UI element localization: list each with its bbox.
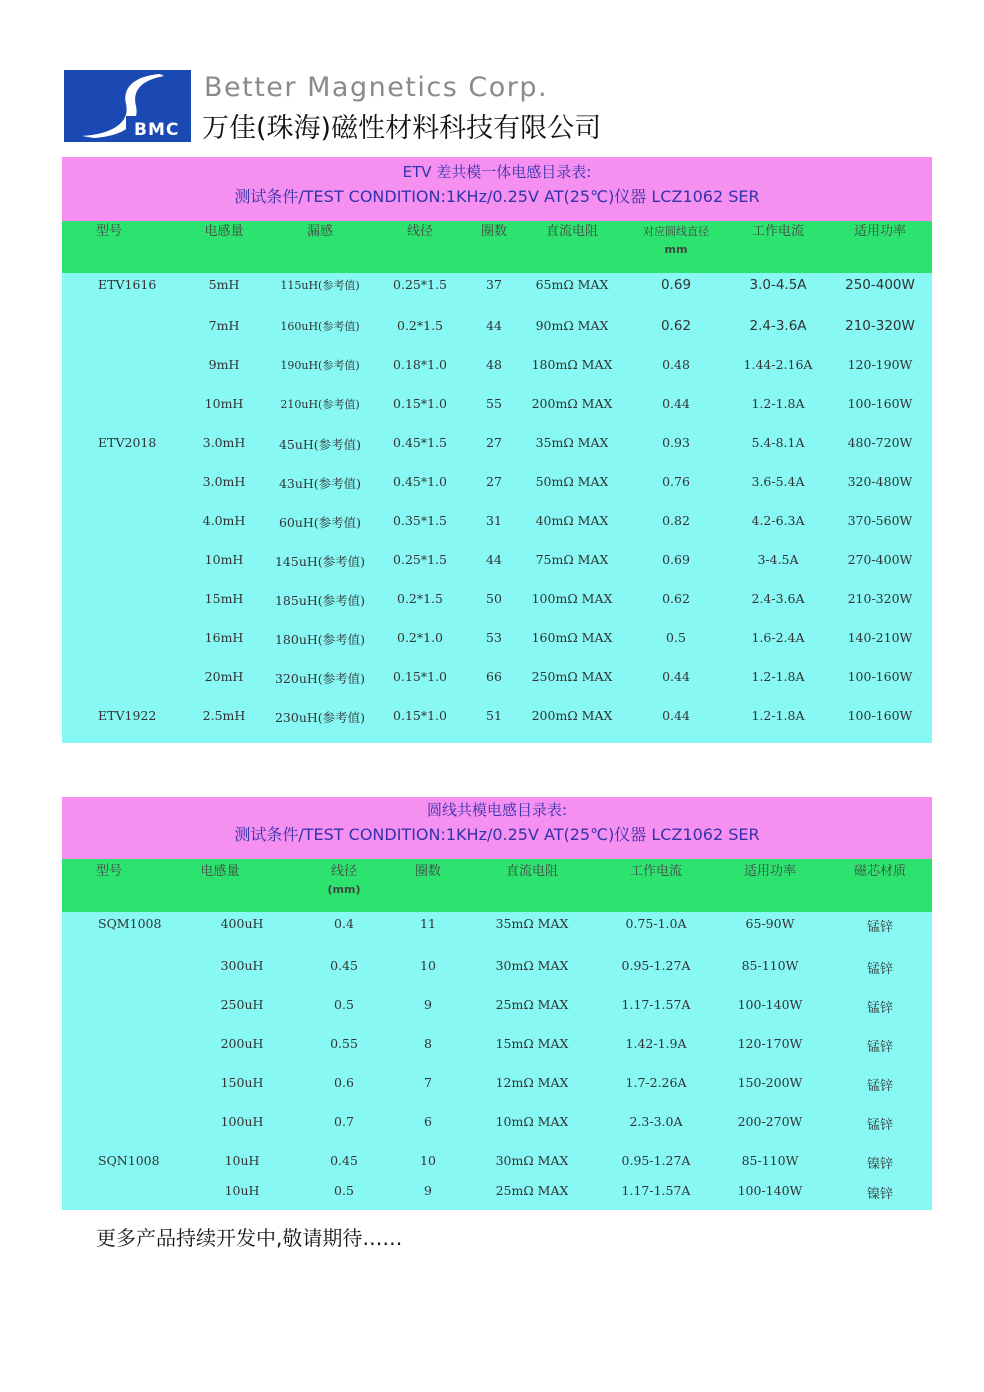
bmc-logo [64, 70, 191, 142]
table-title: 圆线共模电感目录表: [426, 801, 568, 819]
table-cell-mat: 镍锌 [866, 1187, 894, 1202]
table-cell-pow: 100-160W [847, 396, 913, 411]
table-cell-ind: 15mH [204, 591, 244, 606]
table-cell-mat: 锰锌 [866, 1079, 894, 1094]
table-cell-leak: 320uH(参考值) [274, 671, 366, 686]
table-cell-wire: 0.2*1.0 [396, 630, 444, 645]
table-cell-leak: 180uH(参考值) [274, 632, 366, 647]
table-cell-dcr: 30mΩ MAX [495, 1153, 569, 1168]
table-cell-pow: 65-90W [745, 916, 795, 931]
table-cell-mat: 锰锌 [866, 920, 894, 935]
table-cell-turns: 53 [486, 630, 502, 645]
table-cell-ind: 10uH [224, 1183, 260, 1198]
table-cell-turns: 10 [420, 958, 436, 973]
table-body [62, 273, 932, 743]
table-cell-cur: 1.17-1.57A [621, 997, 691, 1012]
table-cell-dia: 0.48 [662, 357, 690, 372]
company-name-cn: 万佳(珠海)磁性材料科技有限公司 [202, 113, 602, 144]
table-cell-cur: 3.6-5.4A [751, 474, 805, 489]
table-cell-pow: 100-140W [737, 997, 803, 1012]
table-cell-wire: 0.15*1.0 [393, 669, 447, 684]
table-cell-dcr: 15mΩ MAX [495, 1036, 569, 1051]
table-cell-ind: 7mH [208, 318, 240, 333]
table-cell-dcr: 50mΩ MAX [535, 474, 609, 489]
table-cell-wire: 0.25*1.5 [393, 277, 447, 292]
table-cell-ind: 200uH [220, 1036, 264, 1051]
column-header: 工作电流 [629, 864, 683, 879]
table-cell-ind: 400uH [220, 916, 264, 931]
table-cell-model: SQN1008 [98, 1153, 160, 1168]
table-cell-turns: 27 [486, 474, 502, 489]
table-cell-pow: 270-400W [847, 552, 913, 567]
table-cell-turns: 9 [424, 1183, 432, 1198]
table-cell-wire: 0.15*1.0 [393, 708, 447, 723]
column-header: 对应圆线直径 mm [643, 221, 709, 259]
table-cell-turns: 51 [486, 708, 502, 723]
table-cell-wire: 0.4 [334, 916, 354, 931]
table-cell-pow: 100-160W [847, 669, 913, 684]
table-cell-dia: 0.5 [666, 630, 686, 645]
table-cell-cur: 1.2-1.8A [751, 669, 805, 684]
table-cell-turns: 7 [424, 1075, 432, 1090]
table-header-row [62, 221, 932, 273]
column-header: 线径 [406, 224, 434, 239]
company-name-en: Better Magnetics Corp. [204, 72, 549, 103]
table-cell-wire: 0.25*1.5 [393, 552, 447, 567]
table-condition: 测试条件/TEST CONDITION:1KHz/0.25V AT(25℃)仪器 LCZ1062 SER [234, 187, 760, 206]
column-header: 圈数 [480, 224, 508, 239]
table-cell-ind: 3.0mH [202, 474, 246, 489]
table-cell-mat: 锰锌 [866, 1001, 894, 1016]
table-cell-dcr: 40mΩ MAX [535, 513, 609, 528]
table-cell-turns: 55 [486, 396, 502, 411]
table-cell-turns: 44 [486, 552, 502, 567]
table-cell-cur: 1.42-1.9A [625, 1036, 687, 1051]
table-cell-dcr: 35mΩ MAX [495, 916, 569, 931]
table-cell-ind: 3.0mH [202, 435, 246, 450]
table-cell-dcr: 200mΩ MAX [531, 708, 613, 723]
table-cell-pow: 320-480W [847, 474, 913, 489]
table-cell-turns: 11 [420, 916, 436, 931]
table-cell-pow: 120-170W [737, 1036, 803, 1051]
table-condition: 测试条件/TEST CONDITION:1KHz/0.25V AT(25℃)仪器 LCZ1062 SER [234, 825, 760, 844]
table-cell-dia: 0.69 [662, 552, 690, 567]
table-cell-leak: 145uH(参考值) [274, 554, 366, 569]
table-cell-cur: 4.2-6.3A [751, 513, 805, 528]
logo-text: BMC [134, 120, 180, 140]
table-cell-wire: 0.45*1.0 [393, 474, 447, 489]
table-cell-leak: 230uH(参考值) [274, 710, 366, 725]
table-cell-cur: 2.4-3.6A [751, 591, 805, 606]
table-cell-pow: 200-270W [737, 1114, 803, 1129]
table-cell-cur: 0.75-1.0A [625, 916, 687, 931]
table-cell-leak: 60uH(参考值) [278, 515, 362, 530]
table-cell-dia: 0.93 [662, 435, 690, 450]
table-cell-cur: 1.2-1.8A [751, 396, 805, 411]
table-cell-ind: 10mH [204, 552, 244, 567]
table-cell-dcr: 35mΩ MAX [535, 435, 609, 450]
table-cell-turns: 6 [424, 1114, 432, 1129]
table-cell-mat: 锰锌 [866, 962, 894, 977]
column-header: 电感量 [204, 224, 244, 239]
table-cell-mat: 锰锌 [866, 1040, 894, 1055]
table-cell-cur: 3.0-4.5A [749, 277, 807, 293]
table-cell-dcr: 90mΩ MAX [535, 318, 609, 333]
table-cell-cur: 1.6-2.4A [751, 630, 805, 645]
table-cell-model: SQM1008 [98, 916, 162, 931]
table-cell-dcr: 180mΩ MAX [531, 357, 613, 372]
table-cell-dia: 0.62 [662, 591, 690, 606]
table-cell-wire: 0.18*1.0 [393, 357, 447, 372]
table-cell-ind: 10mH [204, 396, 244, 411]
round-wire-catalog-table [62, 797, 932, 1210]
table-cell-wire: 0.2*1.5 [396, 318, 444, 333]
table-cell-pow: 210-320W [847, 591, 913, 606]
table-cell-leak: 190uH(参考值) [280, 359, 360, 372]
table-cell-wire: 0.2*1.5 [396, 591, 444, 606]
table-cell-ind: 10uH [224, 1153, 260, 1168]
table-cell-ind: 150uH [220, 1075, 264, 1090]
table-cell-wire: 0.45*1.5 [393, 435, 447, 450]
table-header-row [62, 859, 932, 912]
column-header: 漏感 [306, 224, 334, 239]
table-cell-dcr: 100mΩ MAX [531, 591, 613, 606]
table-cell-cur: 3-4.5A [757, 552, 799, 567]
table-cell-leak: 210uH(参考值) [280, 398, 360, 411]
column-header: 磁芯材质 [853, 864, 907, 879]
table-cell-pow: 85-110W [741, 1153, 799, 1168]
table-cell-cur: 1.7-2.26A [625, 1075, 687, 1090]
table-cell-dcr: 160mΩ MAX [531, 630, 613, 645]
table-cell-pow: 100-140W [737, 1183, 803, 1198]
table-cell-wire: 0.45 [330, 1153, 358, 1168]
table-cell-pow: 210-320W [845, 318, 915, 334]
table-cell-ind: 4.0mH [202, 513, 246, 528]
column-unit: (mm) [327, 883, 361, 896]
table-cell-cur: 1.17-1.57A [621, 1183, 691, 1198]
table-cell-cur: 1.2-1.8A [751, 708, 805, 723]
table-cell-cur: 1.44-2.16A [743, 357, 813, 372]
table-cell-dcr: 25mΩ MAX [495, 1183, 569, 1198]
table-cell-wire: 0.35*1.5 [393, 513, 447, 528]
table-cell-wire: 0.5 [334, 1183, 354, 1198]
table-cell-model: ETV1922 [98, 708, 157, 723]
column-header: 工作电流 [751, 224, 805, 239]
table-cell-dia: 0.44 [662, 708, 690, 723]
etv-catalog-table [62, 157, 932, 743]
table-cell-dcr: 30mΩ MAX [495, 958, 569, 973]
table-cell-wire: 0.45 [330, 958, 358, 973]
column-header: 线径 (mm) [328, 859, 361, 899]
column-header: 型号 [96, 224, 123, 239]
table-cell-pow: 140-210W [847, 630, 913, 645]
column-header: 型号 [96, 864, 123, 879]
table-cell-dia: 0.76 [662, 474, 690, 489]
table-cell-dia: 0.44 [662, 396, 690, 411]
table-cell-pow: 120-190W [847, 357, 913, 372]
table-cell-cur: 0.95-1.27A [621, 1153, 691, 1168]
table-cell-leak: 43uH(参考值) [278, 476, 362, 491]
table-cell-pow: 250-400W [845, 277, 915, 293]
table-title-block [62, 797, 932, 859]
column-unit: mm [664, 243, 688, 256]
table-cell-ind: 9mH [208, 357, 240, 372]
table-cell-ind: 2.5mH [202, 708, 246, 723]
table-cell-wire: 0.5 [334, 997, 354, 1012]
table-cell-turns: 37 [486, 277, 502, 292]
table-cell-ind: 300uH [220, 958, 264, 973]
table-cell-dia: 0.62 [660, 318, 692, 334]
table-cell-ind: 100uH [220, 1114, 264, 1129]
table-cell-pow: 370-560W [847, 513, 913, 528]
table-cell-dcr: 65mΩ MAX [535, 277, 609, 292]
footer-note: 更多产品持续开发中,敬请期待…… [96, 1226, 403, 1250]
table-cell-dcr: 200mΩ MAX [531, 396, 613, 411]
column-header: 电感量 [200, 864, 240, 879]
table-cell-dia: 0.69 [660, 277, 692, 293]
table-cell-mat: 锰锌 [866, 1118, 894, 1133]
table-cell-cur: 2.4-3.6A [749, 318, 807, 334]
table-cell-turns: 66 [486, 669, 502, 684]
table-title: ETV 差共模一体电感目录表: [402, 163, 592, 181]
table-cell-dia: 0.44 [662, 669, 690, 684]
table-body [62, 912, 932, 1210]
table-cell-dcr: 25mΩ MAX [495, 997, 569, 1012]
table-cell-turns: 9 [424, 997, 432, 1012]
table-cell-dcr: 250mΩ MAX [531, 669, 613, 684]
column-header: 适用功率 [743, 864, 797, 879]
table-cell-wire: 0.15*1.0 [393, 396, 447, 411]
table-cell-pow: 150-200W [737, 1075, 803, 1090]
table-cell-model: ETV2018 [98, 435, 157, 450]
table-cell-pow: 100-160W [847, 708, 913, 723]
table-cell-turns: 48 [486, 357, 502, 372]
table-cell-dcr: 75mΩ MAX [535, 552, 609, 567]
table-cell-turns: 27 [486, 435, 502, 450]
table-cell-dcr: 12mΩ MAX [495, 1075, 569, 1090]
table-cell-ind: 250uH [220, 997, 264, 1012]
table-cell-mat: 镍锌 [866, 1157, 894, 1172]
table-cell-ind: 20mH [204, 669, 244, 684]
table-cell-wire: 0.7 [334, 1114, 354, 1129]
table-cell-model: ETV1616 [98, 277, 157, 292]
table-cell-pow: 85-110W [741, 958, 799, 973]
table-cell-pow: 480-720W [847, 435, 913, 450]
table-cell-leak: 160uH(参考值) [280, 320, 360, 333]
table-cell-turns: 44 [486, 318, 502, 333]
table-cell-leak: 115uH(参考值) [280, 279, 360, 292]
column-header: 适用功率 [853, 224, 907, 239]
table-cell-leak: 45uH(参考值) [278, 437, 362, 452]
table-cell-wire: 0.6 [334, 1075, 354, 1090]
table-cell-dia: 0.82 [662, 513, 690, 528]
table-cell-leak: 185uH(参考值) [274, 593, 366, 608]
table-cell-cur: 0.95-1.27A [621, 958, 691, 973]
column-header: 直流电阻 [545, 224, 599, 239]
table-cell-cur: 5.4-8.1A [751, 435, 805, 450]
table-cell-turns: 8 [424, 1036, 432, 1051]
table-cell-turns: 50 [486, 591, 502, 606]
table-cell-turns: 10 [420, 1153, 436, 1168]
table-cell-cur: 2.3-3.0A [629, 1114, 683, 1129]
table-title-block [62, 157, 932, 221]
column-header: 直流电阻 [505, 864, 559, 879]
table-cell-turns: 31 [486, 513, 502, 528]
table-cell-ind: 16mH [204, 630, 244, 645]
table-cell-dcr: 10mΩ MAX [495, 1114, 569, 1129]
table-cell-wire: 0.55 [330, 1036, 358, 1051]
table-cell-ind: 5mH [208, 277, 240, 292]
company-header [64, 70, 704, 142]
column-header: 圈数 [414, 864, 442, 879]
